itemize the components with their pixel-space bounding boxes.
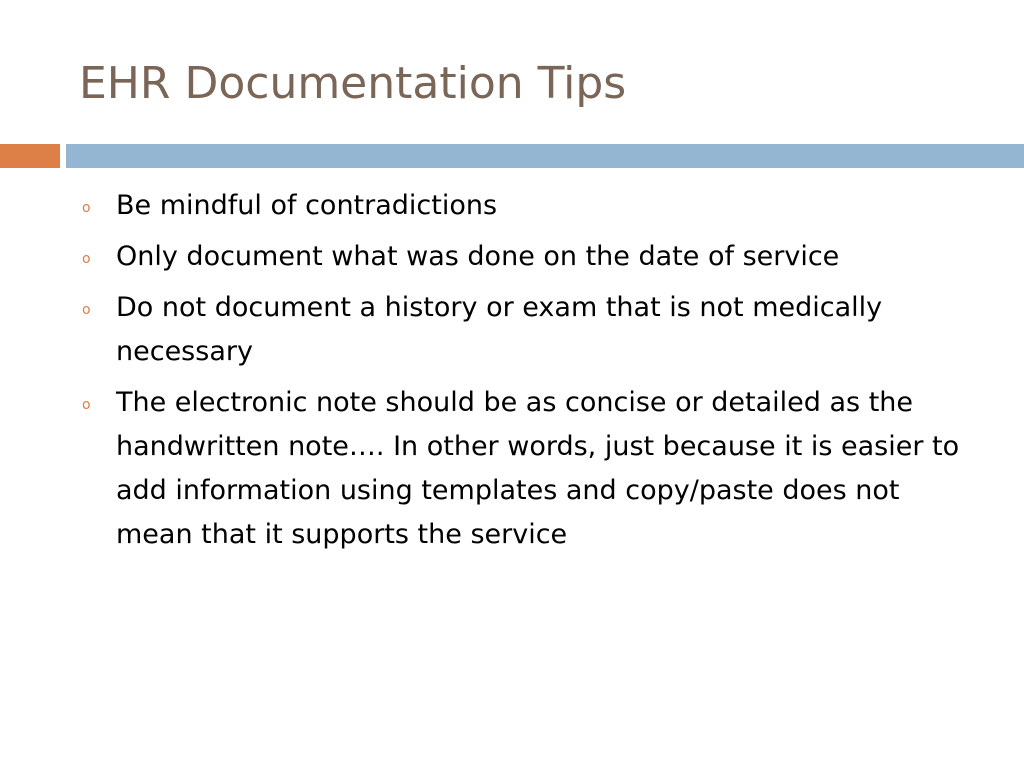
title-divider-accent xyxy=(0,144,60,168)
bullet-list xyxy=(76,184,976,564)
bullet-circle-icon: o xyxy=(82,200,91,216)
bullet-text: Be mindful of contradictions xyxy=(116,190,498,221)
bullet-circle-icon: o xyxy=(82,251,91,267)
bullet-text: The electronic note should be as concise or detailed as the handwritten note…. In other words, just because it is easier to add information using templates and copy/paste does not mean that it supports the service xyxy=(116,387,960,550)
bullet-circle-icon: o xyxy=(82,302,91,318)
bullet-item xyxy=(76,235,976,279)
bullet-circle-icon: o xyxy=(82,397,91,413)
title-divider-bar xyxy=(66,144,1024,168)
bullet-item xyxy=(76,381,976,557)
bullet-text: Do not document a history or exam that is not medically necessary xyxy=(116,292,883,367)
bullet-item xyxy=(76,184,976,228)
bullet-text: Only document what was done on the date of service xyxy=(116,241,840,272)
bullet-item xyxy=(76,286,976,374)
slide-title: EHR Documentation Tips xyxy=(79,58,627,109)
